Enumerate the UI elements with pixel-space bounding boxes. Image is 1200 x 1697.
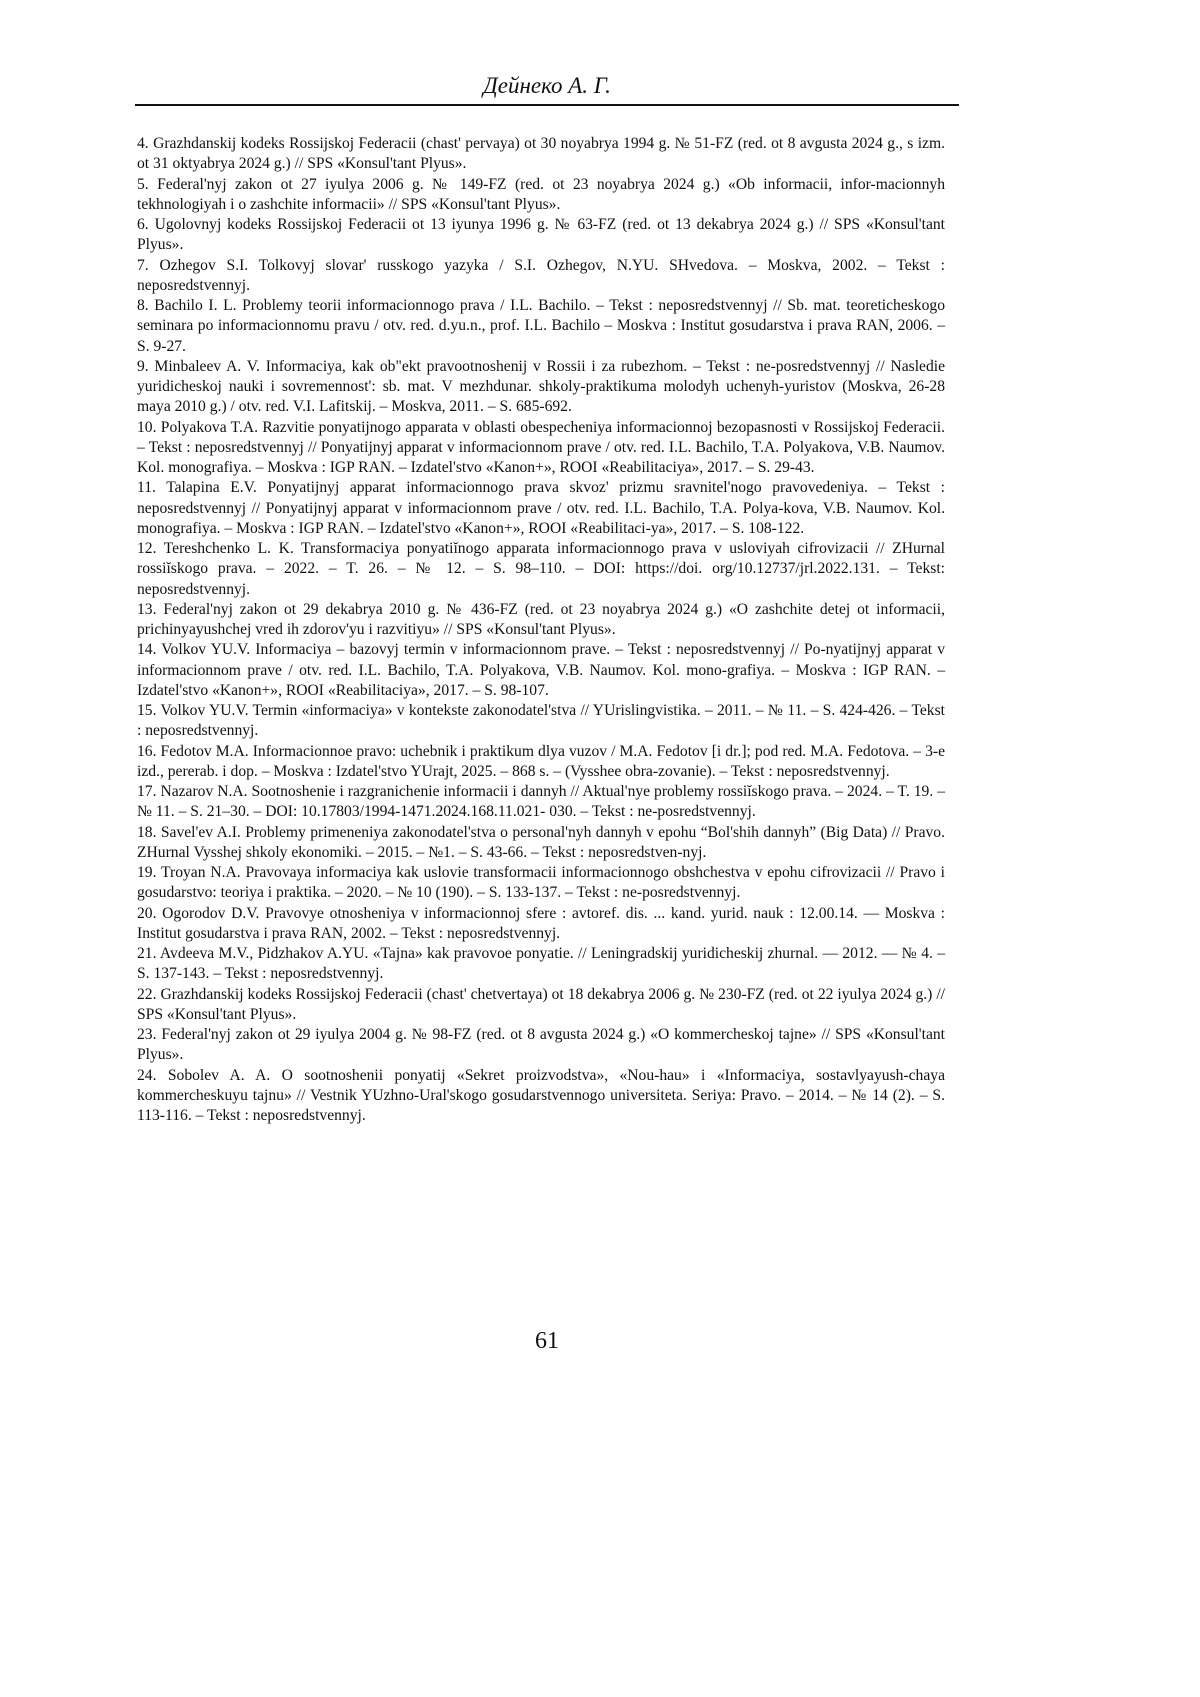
reference-item: 9. Minbaleev A. V. Informaciya, kak ob"ekt pravootnoshenij v Rossii i za rubezhom. – Tekst : ne-posredstvennyj // Nasledie yuridicheskoj nauki i sovremennost': sb. mat. V mezhdunar. shkoly-praktikuma molodyh uchenyh-yuristov (Moskva, 26-28 maya 2010 g.) / otv. red. V.I. Lafitskij. – Moskva, 2011. – S. 685-692.: [137, 357, 945, 416]
reference-item: 5. Federal'nyj zakon ot 27 iyulya 2006 g. № 149-FZ (red. ot 23 noyabrya 2024 g.) «Ob informacii, infor-macionnyh tekhnologiyah i o zashchite informacii» // SPS «Konsul'tant Plyus».: [137, 175, 945, 213]
reference-item: 12. Tereshchenko L. K. Transformaciya ponyatiĭnogo apparata informacionnogo prava v usloviyah cifrovizacii // ZHurnal rossiĭskogo prava. – 2022. – T. 26. – № 12. – S. 98–110. – DOI: https://doi. org/10.12737/jrl.2022.131. – Tekst: neposredstvennyj.: [137, 540, 945, 598]
reference-item: 16. Fedotov M.A. Informacionnoe pravo: uchebnik i praktikum dlya vuzov / M.A. Fedotov [i dr.]; pod red. M.A. Fedotova. – 3-e izd., pererab. i dop. – Moskva : Izdatel'stvo YUrajt, 2025. – 868 s. – (Vysshee obra-zovanie). – Tekst : neposredstvennyj.: [137, 742, 945, 780]
reference-item: 24. Sobolev A. A. O sootnoshenii ponyatij «Sekret proizvodstva», «Nou-hau» i «Informaciya, sostavlyayush-chaya kommercheskuyu tajnu» // Vestnik YUzhno-Ural'skogo gosudarstvennogo universiteta. Seriya: Pravo. – 2014. – № 14 (2). – S. 113-116. – Tekst : neposredstvennyj.: [137, 1066, 945, 1124]
reference-item: 13. Federal'nyj zakon ot 29 dekabrya 2010 g. № 436-FZ (red. ot 23 noyabrya 2024 g.) «O zashchite detej ot informacii, prichinyayushchej vred ih zdorov'yu i razvitiyu» // SPS «Konsul'tant Plyus».: [137, 600, 945, 638]
reference-item: 10. Polyakova T.A. Razvitie ponyatijnogo apparata v oblasti obespecheniya informacionnoj bezopasnosti v Rossijskoj Federacii. – Tekst : neposredstvennyj // Ponyatijnyj apparat v informacionnom prave / otv. red. I.L. Bachilo, T.A. Polyakova, V.B. Naumov. Kol. monografiya. – Moskva : IGP RAN. – Izdatel'stvo «Kanon+», ROOI «Reabilitaciya», 2017. – S. 29-43.: [137, 418, 945, 476]
reference-item: 15. Volkov YU.V. Termin «informaciya» v kontekste zakonodatel'stva // YUrislingvistika. – 2011. – № 11. – S. 424-426. – Tekst : neposredstvennyj.: [137, 702, 945, 740]
reference-item: 11. Talapina E.V. Ponyatijnyj apparat informacionnogo prava skvoz' prizmu sravnitel'nogo pravovedeniya. – Tekst : neposredstvennyj // Ponyatijnyj apparat v informacionnom prave / otv. red. I.L. Bachilo, T.A. Polya-kova, V.B. Naumov. Kol. monografiya. – Moskva : IGP RAN. – Izdatel'stvo «Kanon+», ROOI «Reabilitaci-ya», 2017. – S. 108-122.: [137, 479, 945, 537]
header-divider: [135, 104, 959, 106]
reference-item: 6. Ugolovnyj kodeks Rossijskoj Federacii ot 13 iyunya 1996 g. № 63-FZ (red. ot 13 dekabrya 2024 g.) // SPS «Konsul'tant Plyus».: [137, 216, 945, 254]
reference-item: 8. Bachilo I. L. Problemy teorii informacionnogo prava / I.L. Bachilo. – Tekst : neposredstvennyj // Sb. mat. teoreticheskogo seminara po informacionnomu pravu / otv. red. d.yu.n., prof. I.L. Bachilo – Moskva : Institut gosudarstva i prava RAN, 2006. – S. 9-27.: [137, 297, 945, 355]
reference-item: 20. Ogorodov D.V. Pravovye otnosheniya v informacionnoj sfere : avtoref. dis. ... kand. yurid. nauk : 12.00.14. — Moskva : Institut gosudarstva i prava RAN, 2002. – Tekst : neposredstvennyj.: [137, 904, 945, 942]
reference-item: 14. Volkov YU.V. Informaciya – bazovyj termin v informacionnom prave. – Tekst : neposredstvennyj // Po-nyatijnyj apparat v informacionnom prave / otv. red. I.L. Bachilo, T.A. Polyakova, V.B. Naumov. Kol. mono-grafiya. – Moskva : IGP RAN. – Izdatel'stvo «Kanon+», ROOI «Reabilitaciya», 2017. – S. 98-107.: [137, 641, 945, 699]
reference-item: 21. Avdeeva M.V., Pidzhakov A.YU. «Tajna» kak pravovoe ponyatie. // Leningradskij yuridicheskij zhurnal. — 2012. — № 4. – S. 137-143. – Tekst : neposredstvennyj.: [137, 945, 945, 983]
reference-item: 19. Troyan N.A. Pravovaya informaciya kak uslovie transformacii informacionnogo obshchestva v epohu cifrovizacii // Pravo i gosudarstvo: teoriya i praktika. – 2020. – № 10 (190). – S. 133-137. – Tekst : ne-posredstvennyj.: [137, 864, 945, 902]
reference-item: 22. Grazhdanskij kodeks Rossijskoj Federacii (chast' chetvertaya) ot 18 dekabrya 2006 g. № 230-FZ (red. ot 22 iyulya 2024 g.) // SPS «Konsul'tant Plyus».: [137, 985, 945, 1023]
page-number: 61: [535, 1328, 559, 1354]
reference-item: 17. Nazarov N.A. Sootnoshenie i razgranichenie informacii i dannyh // Aktual'nye problemy rossiĭskogo prava. – 2024. – T. 19. – № 11. – S. 21–30. – DOI: 10.17803/1994-1471.2024.168.11.021- 030. – Tekst : ne-posredstvennyj.: [137, 783, 945, 821]
reference-item: 7. Ozhegov S.I. Tolkovyj slovar' russkogo yazyka / S.I. Ozhegov, N.YU. SHvedova. – Moskva, 2002. – Tekst : neposredstvennyj.: [137, 256, 945, 294]
reference-item: 4. Grazhdanskij kodeks Rossijskoj Federacii (chast' pervaya) ot 30 noyabrya 1994 g. № 51-FZ (red. ot 8 avgusta 2024 g., s izm. ot 31 oktyabrya 2024 g.) // SPS «Konsul'tant Plyus».: [137, 135, 945, 173]
reference-list: [137, 134, 945, 1126]
reference-item: 18. Savel'ev A.I. Problemy primeneniya zakonodatel'stva o personal'nyh dannyh v epohu “Bol'shih dannyh” (Big Data) // Pravo. ZHurnal Vysshej shkoly ekonomiki. – 2015. – №1. – S. 43-66. – Tekst : neposredstven-nyj.: [137, 823, 945, 861]
running-header-author: Дейнеко А. Г.: [483, 73, 611, 98]
reference-item: 23. Federal'nyj zakon ot 29 iyulya 2004 g. № 98-FZ (red. ot 8 avgusta 2024 g.) «O kommercheskoj tajne» // SPS «Konsul'tant Plyus».: [137, 1026, 945, 1064]
